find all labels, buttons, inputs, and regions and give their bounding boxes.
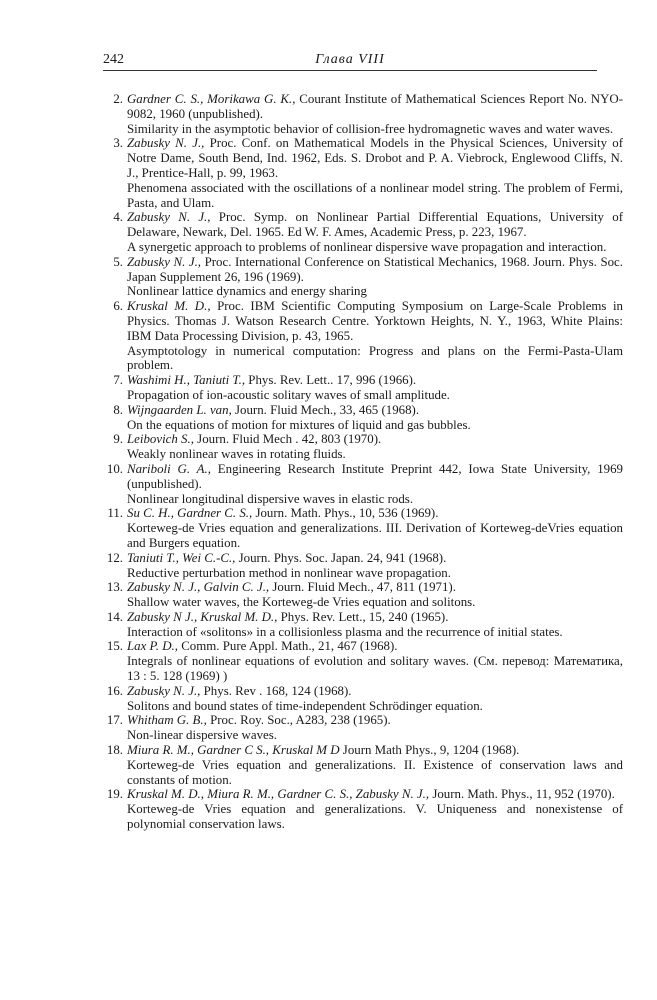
reference-authors: Whitham G. B., [127,713,207,728]
reference-number: 12. [106,550,123,565]
reference-number: 9. [113,432,123,447]
reference-item [103,373,623,403]
reference-authors: Taniuti T., Wei C.-C., [127,550,236,565]
reference-title: Similarity in the asymptotic behavior of collision-free hydromagnetic waves and water waves. [127,121,614,136]
reference-number: 10. [106,461,123,476]
reference-source: Journ. Fluid Mech . 42, 803 (1970). [193,432,382,447]
reference-source: Proc. Roy. Soc., A283, 238 (1965). [206,713,391,728]
reference-authors: Kruskal M. D., [127,299,211,314]
reference-number: 8. [113,402,123,417]
reference-item [103,610,623,640]
reference-title: Phenomena associated with the oscillations of a nonlinear model string. The problem of Fermi, Pasta, and Ulam. [127,180,623,210]
reference-source: Courant Institute of Mathematical Sciences Report No. NYO-9082, 1960 (unpublished). [127,92,624,121]
reference-authors: Su C. H., Gardner C. S., [127,506,253,521]
page-number: 242 [103,52,124,67]
reference-title: Korteweg-de Vries equation and generalizations. III. Derivation of Korteweg-deVries equation and Burgers equation. [127,521,623,550]
reference-source: Journ. Fluid Mech., 33, 465 (1968). [231,402,420,417]
reference-title: Nonlinear lattice dynamics and energy sharing [127,284,367,299]
reference-authors: Nariboli G. A., [127,461,211,476]
reference-title: Weakly nonlinear waves in rotating fluids. [127,447,346,462]
reference-number: 14. [106,609,123,624]
reference-item [103,506,623,550]
reference-number: 5. [113,254,123,269]
reference-source: Phys. Rev. Lett., 15, 240 (1965). [277,609,449,624]
reference-item [103,92,623,136]
reference-source: Comm. Pure Appl. Math., 21, 467 (1968). [177,639,398,654]
reference-source: Proc. Symp. on Nonlinear Partial Differential Equations, University of Delaware, Newark, Del. 1965. Ed W. F. Ames, Academic Press, p. 223, 1967. [127,210,623,240]
reference-authors: Lax P. D., [127,639,178,654]
reference-authors: Wijngaarden L. van, [127,402,232,417]
reference-item [103,713,623,743]
reference-item [103,403,623,433]
reference-number: 17. [106,713,123,728]
running-title: Глава VIII [315,52,385,67]
reference-title: Korteweg-de Vries equation and generalizations. II. Existence of conservation laws and constants of motion. [127,757,623,787]
reference-source: Phys. Rev. Lett.. 17, 996 (1966). [245,373,417,388]
reference-authors: Zabusky N. J., [127,683,201,698]
reference-authors: Leibovich S., [127,432,194,447]
reference-item [103,255,623,299]
reference-authors: Miura R. M., Gardner C S., Kruskal M D [127,743,340,758]
reference-title: On the equations of motion for mixtures of liquid and gas bubbles. [127,417,471,432]
reference-number: 18. [106,743,123,758]
reference-source: Journ. Math. Phys., 11, 952 (1970). [429,787,615,802]
reference-number: 16. [106,683,123,698]
reference-source: Phys. Rev . 168, 124 (1968). [200,683,352,698]
reference-item [103,684,623,714]
reference-number: 4. [113,210,123,225]
reference-item [103,551,623,581]
reference-source: Proc. Conf. on Mathematical Models in the Physical Sciences, University of Notre Dame, South Bend, Ind. 1962, Eds. S. Drobot and P. A. Viebrock, Englewood Cliffs, N. J., Prentice-Hall, p. 99, 1963. [127,136,623,180]
reference-authors: Zabusky N J., Kruskal M. D., [127,609,278,624]
reference-list [103,92,623,832]
reference-authors: Zabusky N. J., [127,136,205,151]
reference-source: Journ. Phys. Soc. Japan. 24, 941 (1968). [235,550,447,565]
reference-item [103,787,623,831]
reference-number: 2. [113,92,123,106]
reference-item [103,462,623,506]
reference-source: Proc. IBM Scientific Computing Symposium on Large-Scale Problems in Physics. Thomas J. Watson Research Centre. Yorktown Heights, N. Y., 1963, White Plains: IBM Data Processing Division, p. 43, 1965. [127,299,623,343]
reference-source: Journ Math Phys., 9, 1204 (1968). [339,743,520,758]
reference-item [103,210,623,254]
reference-number: 3. [113,136,123,151]
reference-number: 7. [113,373,123,388]
reference-number: 13. [106,580,123,595]
reference-item [103,136,623,210]
reference-title: Shallow water waves, the Korteweg-de Vries equation and solitons. [127,595,476,610]
page-header [103,40,597,71]
reference-item [103,299,623,373]
reference-title: Propagation of ion-acoustic solitary waves of small amplitude. [127,387,450,402]
reference-number: 19. [106,787,123,802]
reference-number: 15. [106,639,123,654]
reference-title: Asymptotology in numerical computation: Progress and plans on the Fermi-Pasta-Ulam problem. [127,343,623,373]
reference-authors: Zabusky N. J., Galvin C. J., [127,580,270,595]
reference-source: Journ. Math. Phys., 10, 536 (1969). [252,506,439,521]
reference-source: Proc. International Conference on Statistical Mechanics, 1968. Journ. Phys. Soc. Japan Supplement 26, 196 (1969). [127,254,624,284]
reference-item [103,580,623,610]
reference-authors: Washimi H., Taniuti T., [127,373,246,388]
reference-source: Journ. Fluid Mech., 47, 811 (1971). [269,580,456,595]
reference-title: Interaction of «solitons» in a collisionless plasma and the recurrence of initial states. [127,624,563,639]
reference-item [103,432,623,462]
reference-number: 6. [113,299,123,314]
reference-title: Non-linear dispersive waves. [127,728,277,743]
reference-item [103,743,623,787]
reference-source: Engineering Research Institute Preprint 442, Iowa State University, 1969 (unpublished). [127,461,623,491]
reference-authors: Gardner C. S., Morikawa G. K., [127,92,296,106]
reference-authors: Kruskal M. D., Miura R. M., Gardner C. S., Zabusky N. J., [127,787,430,802]
reference-title: Reductive perturbation method in nonlinear wave propagation. [127,565,451,580]
reference-title: A synergetic approach to problems of nonlinear dispersive wave propagation and interaction. [127,239,607,254]
reference-title: Korteweg-de Vries equation and generalizations. V. Uniqueness and nonexistense of polynomial conservation laws. [127,802,623,832]
reference-title: Integrals of nonlinear equations of evolution and solitary waves. (См. перевод: Математика, 13 : 5. 128 (1969) ) [127,654,623,684]
reference-title: Nonlinear longitudinal dispersive waves in elastic rods. [127,491,414,506]
reference-item [103,639,623,683]
reference-title: Solitons and bound states of time-independent Schrödinger equation. [127,698,483,713]
reference-authors: Zabusky N. J., [127,210,211,225]
reference-authors: Zabusky N. J., [127,254,202,269]
reference-number: 11. [107,506,123,521]
